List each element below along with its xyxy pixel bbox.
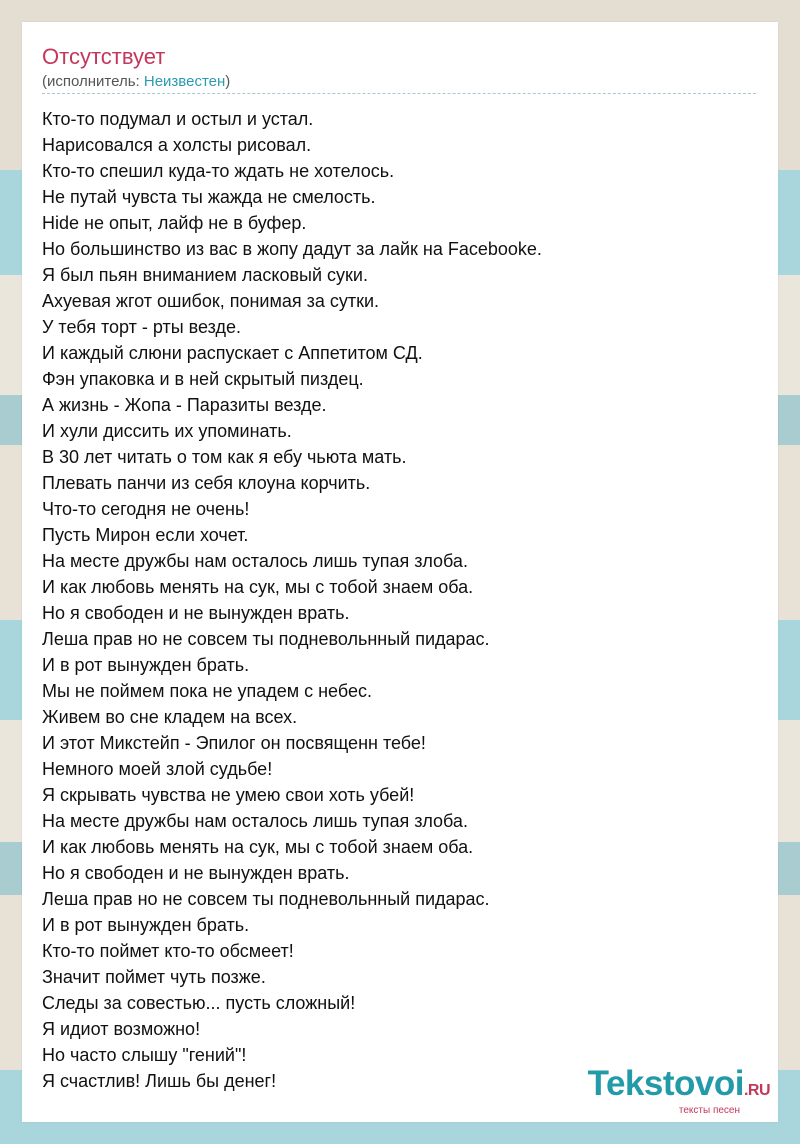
lyric-line: И каждый слюни распускает с Аппетитом СД. (42, 343, 423, 363)
logo-tagline: тексты песен (678, 1105, 740, 1116)
lyric-line: И в рот вынужден брать. (42, 655, 250, 675)
lyric-line: Пусть Мирон если хочет. (42, 525, 249, 545)
lyric-line: И как любовь менять на сук, мы с тобой знаем оба. (42, 577, 474, 597)
lyric-line: На месте дружбы нам осталось лишь тупая злоба. (42, 551, 468, 571)
lyric-line: Ахуевая жгот ошибок, понимая за сутки. (42, 291, 380, 311)
lyric-line: Леша прав но не совсем ты подневольнный пидарас. (42, 889, 490, 909)
lyric-line: Мы не поймем пока не упадем с небес. (42, 681, 372, 701)
lyric-line: Нарисовался а холсты рисовал. (42, 135, 312, 155)
lyric-line: Леша прав но не совсем ты подневольнный пидарас. (42, 629, 490, 649)
lyric-line: Я был пьян вниманием ласковый суки. (42, 265, 368, 285)
lyric-line: Кто-то поймет кто-то обсмеет! (42, 941, 294, 961)
logo-tld: .RU (743, 1082, 770, 1099)
lyric-line: А жизнь - Жопа - Паразиты везде. (42, 395, 327, 415)
lyric-line: Но я свободен и не вынужден врать. (42, 603, 350, 623)
lyric-line: Но часто слышу "гений"! (42, 1045, 247, 1065)
lyric-line: Живем во сне кладем на всех. (42, 707, 298, 727)
artist-prefix: (исполнитель: (42, 73, 144, 90)
artist-link[interactable]: Неизвестен (143, 73, 226, 90)
lyric-line: Кто-то подумал и остыл и устал. (42, 109, 314, 129)
lyric-line: И как любовь менять на сук, мы с тобой знаем оба. (42, 837, 474, 857)
lyric-line: Но большинство из вас в жопу дадут за лайк на Facebooke. (42, 239, 542, 259)
lyric-line: Значит поймет чуть позже. (42, 967, 266, 987)
site-logo[interactable] (588, 1066, 770, 1116)
song-title: Отсутствует (42, 44, 166, 69)
lyric-line: Hide не опыт, лайф не в буфер. (42, 213, 307, 233)
lyric-line: И в рот вынужден брать. (42, 915, 250, 935)
lyric-line: Но я свободен и не вынужден врать. (42, 863, 350, 883)
lyric-line: Я счастлив! Лишь бы денег! (42, 1071, 277, 1091)
artist-line (42, 73, 230, 91)
lyric-line: В 30 лет читать о том как я ебу чьюта мать. (42, 447, 407, 467)
lyrics-card (22, 22, 778, 1122)
lyric-line: И хули диссить их упоминать. (42, 421, 292, 441)
artist-suffix: ) (225, 73, 231, 90)
lyric-line: Кто-то спешил куда-то ждать не хотелось. (42, 161, 395, 181)
lyric-line: Плевать панчи из себя клоуна корчить. (42, 473, 371, 493)
lyric-line: Я скрывать чувства не умею свои хоть убей! (42, 785, 415, 805)
lyric-line: Фэн упаковка и в ней скрытый пиздец. (42, 369, 364, 389)
logo-name: Tekstovoi (587, 1064, 744, 1103)
lyric-line: Я идиот возможно! (42, 1019, 201, 1039)
lyric-line: На месте дружбы нам осталось лишь тупая злоба. (42, 811, 468, 831)
lyric-line: И этот Микстейп - Эпилог он посвященн тебе! (42, 733, 426, 753)
lyric-line: У тебя торт - рты везде. (42, 317, 242, 337)
lyric-line: Немного моей злой судьбе! (42, 759, 273, 779)
lyric-line: Не путай чувста ты жажда не смелость. (42, 187, 376, 207)
lyrics-text (42, 106, 542, 1094)
title-divider (42, 93, 756, 94)
lyric-line: Следы за совестью... пусть сложный! (42, 993, 356, 1013)
lyric-line: Что-то сегодня не очень! (42, 499, 250, 519)
